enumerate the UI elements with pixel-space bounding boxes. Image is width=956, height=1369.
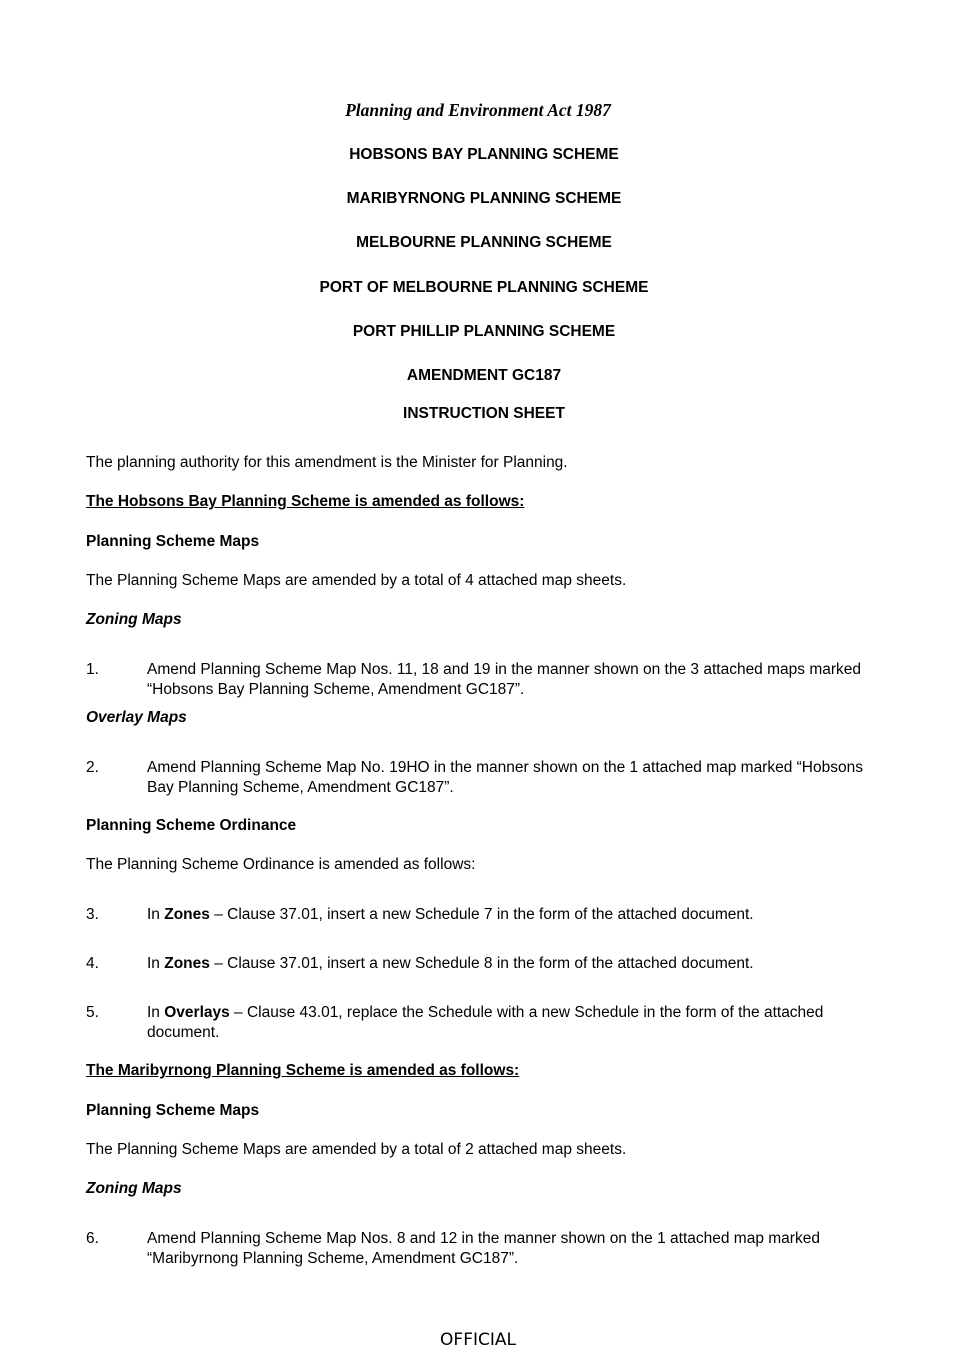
hobsons-maps-text: The Planning Scheme Maps are amended by a total of 4 attached map sheets. (86, 572, 627, 589)
scheme-title-port-of-melbourne: PORT OF MELBOURNE PLANNING SCHEME (319, 279, 649, 296)
footer-classification: OFFICIAL (440, 1330, 516, 1350)
scheme-title-melbourne: MELBOURNE PLANNING SCHEME (356, 234, 612, 251)
hobsons-maps-heading: Planning Scheme Maps (86, 533, 260, 550)
instruction-sheet-title: INSTRUCTION SHEET (403, 405, 565, 422)
item-number: 6. (86, 1230, 99, 1247)
scheme-title-maribyrnong: MARIBYRNONG PLANNING SCHEME (346, 190, 622, 207)
hobsons-bay-section-heading: The Hobsons Bay Planning Scheme is amended as follows: (86, 493, 525, 510)
item-number: 1. (86, 661, 99, 678)
item-number: 4. (86, 955, 99, 972)
item-text: Amend Planning Scheme Map No. 19HO in the manner shown on the 1 attached map marked “Hobsons Bay Planning Scheme, Amendment GC187”. (147, 759, 863, 796)
item-number: 2. (86, 759, 99, 776)
maribyrnong-maps-heading: Planning Scheme Maps (86, 1102, 260, 1119)
maribyrnong-maps-text: The Planning Scheme Maps are amended by a total of 2 attached map sheets. (86, 1141, 627, 1158)
hobsons-zoning-heading: Zoning Maps (86, 611, 182, 628)
hobsons-ordinance-text: The Planning Scheme Ordinance is amended as follows: (86, 856, 476, 873)
item-text: In Overlays – Clause 43.01, replace the Schedule with a new Schedule in the form of the attached document. (147, 1004, 824, 1041)
intro-text: The planning authority for this amendment is the Minister for Planning. (86, 454, 568, 471)
item-text: Amend Planning Scheme Map Nos. 8 and 12 in the manner shown on the 1 attached map marked “Maribyrnong Planning Scheme, Amendment GC187”. (147, 1230, 820, 1267)
item-text: In Zones – Clause 37.01, insert a new Schedule 8 in the form of the attached document. (147, 955, 754, 972)
scheme-title-hobsons-bay: HOBSONS BAY PLANNING SCHEME (349, 146, 619, 163)
item-number: 3. (86, 906, 99, 923)
item-text: Amend Planning Scheme Map Nos. 11, 18 and 19 in the manner shown on the 3 attached maps marked “Hobsons Bay Planning Scheme, Amendment GC187”. (147, 661, 862, 698)
hobsons-overlay-heading: Overlay Maps (86, 709, 187, 726)
scheme-title-port-phillip: PORT PHILLIP PLANNING SCHEME (352, 323, 616, 340)
item-number: 5. (86, 1004, 99, 1021)
maribyrnong-zoning-heading: Zoning Maps (86, 1180, 182, 1197)
item-text: In Zones – Clause 37.01, insert a new Schedule 7 in the form of the attached document. (147, 906, 754, 923)
hobsons-ordinance-heading: Planning Scheme Ordinance (86, 817, 297, 834)
maribyrnong-section-heading: The Maribyrnong Planning Scheme is amended as follows: (86, 1062, 520, 1079)
act-title: Planning and Environment Act 1987 (345, 100, 611, 120)
amendment-title: AMENDMENT GC187 (406, 367, 562, 384)
